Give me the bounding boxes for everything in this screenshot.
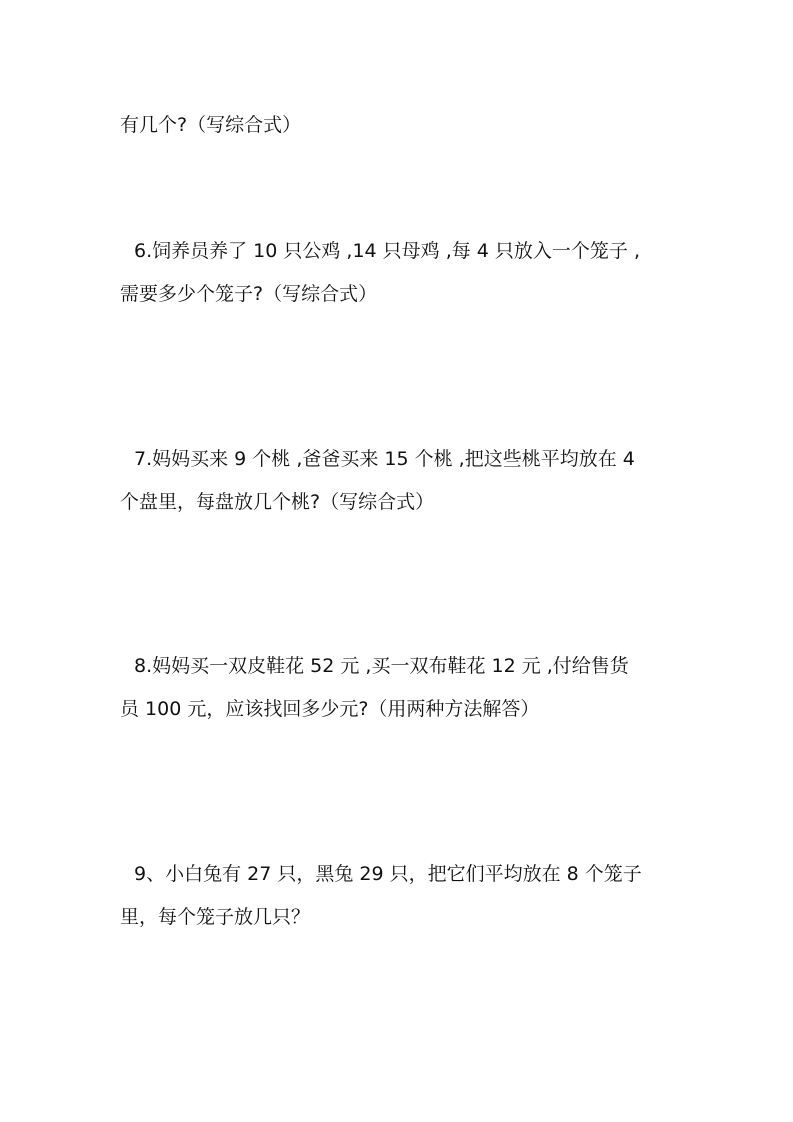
- question-7-line-1: 7.妈妈买来 9 个桃 ,爸爸买来 15 个桃 ,把这些桃平均放在 4: [134, 448, 635, 470]
- question-9-line-1: 9、小白兔有 27 只，黑兔 29 只，把它们平均放在 8 个笼子: [134, 863, 642, 885]
- previous-question-fragment: [120, 104, 695, 147]
- question-6-line-1: 6.饲养员养了 10 只公鸡 ,14 只母鸡 ,每 4 只放入一个笼子 ,: [134, 240, 641, 262]
- question-9-line-2: 里，每个笼子放几只？: [120, 906, 311, 928]
- fragment-line: 有几个?（写综合式）: [120, 114, 302, 136]
- question-7: [120, 438, 695, 524]
- question-8: [120, 645, 695, 731]
- question-8-line-1: 8.妈妈买一双皮鞋花 52 元 ,买一双布鞋花 12 元 ,付给售货: [134, 655, 629, 677]
- question-7-line-2: 个盘里，每盘放几个桃?（写综合式）: [120, 491, 435, 513]
- question-6: [120, 230, 695, 316]
- question-9: [120, 853, 695, 939]
- question-6-line-2: 需要多少个笼子?（写综合式）: [120, 283, 378, 305]
- question-8-line-2: 员 100 元，应该找回多少元?（用两种方法解答）: [120, 698, 540, 720]
